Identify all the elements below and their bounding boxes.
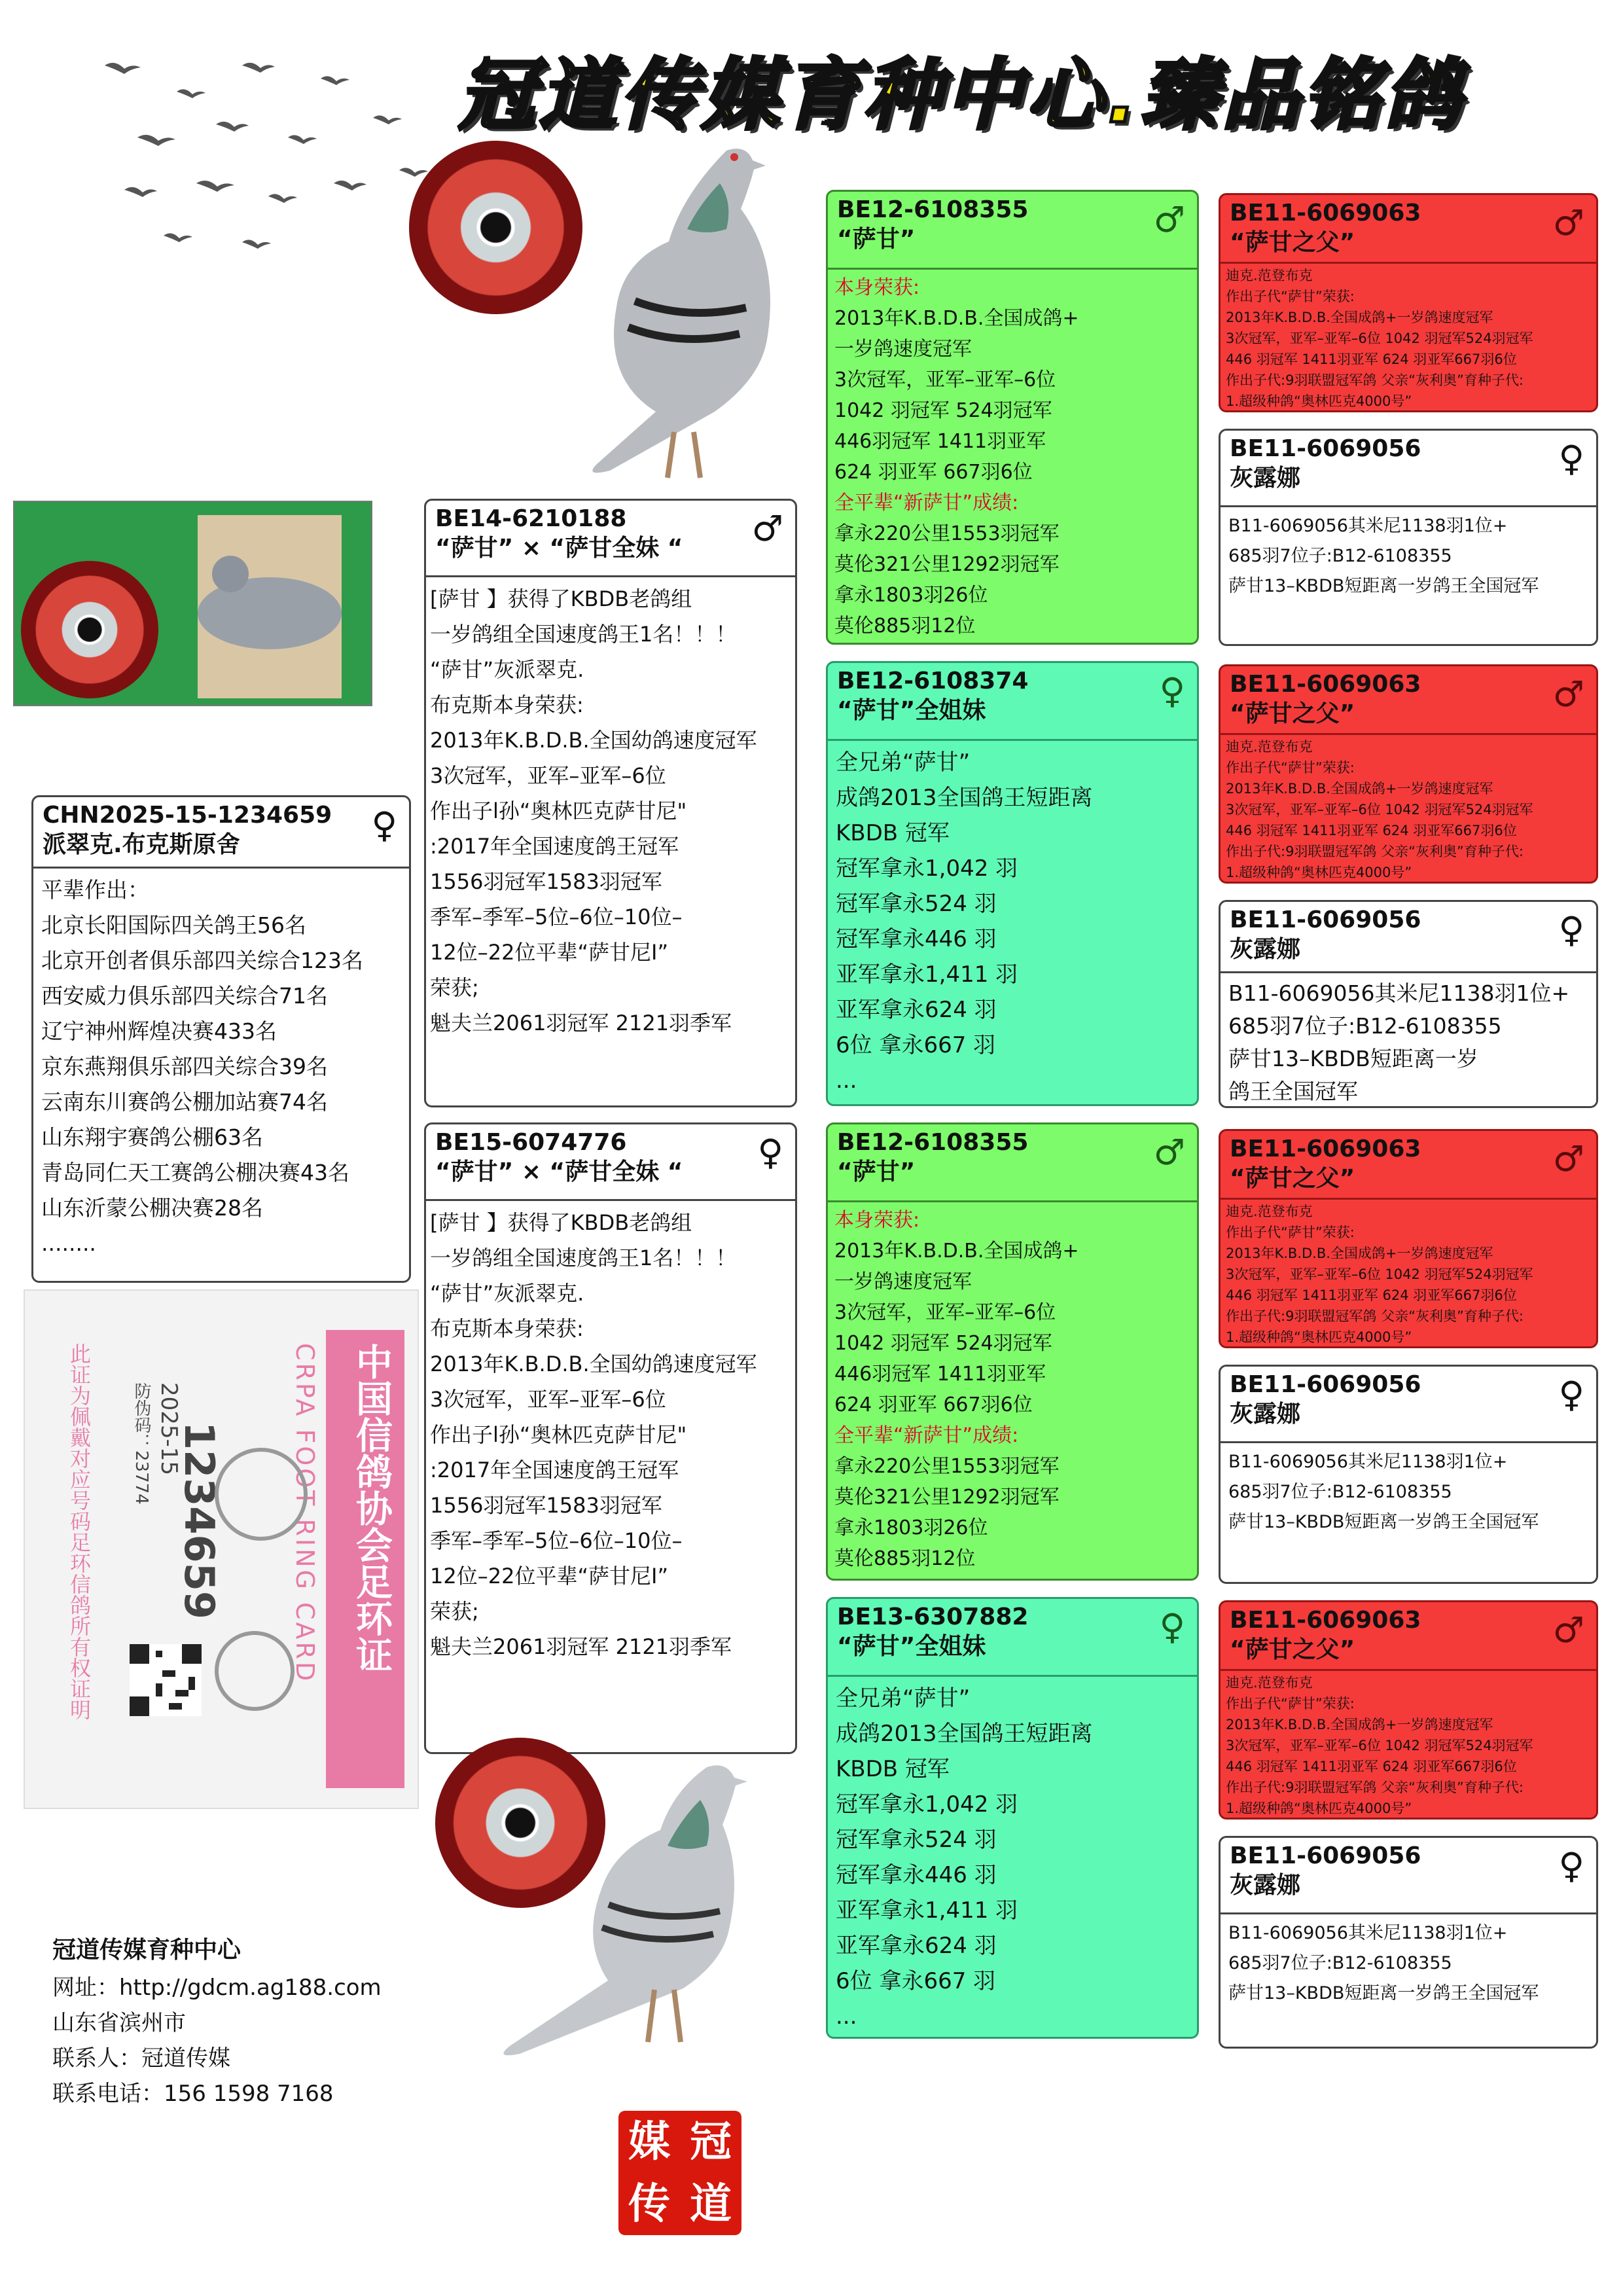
description-text: [萨甘 】获得了KBDB老鸽组 一岁鸽组全国速度鸽王1名！！！ “萨甘”灰派翠克. 布克斯本身荣获: 2013年K.B.D.B.全国幼鸽速度冠军 3次冠军，亚军–亚军–6位 作出子l孙“奥林匹克萨甘尼" :2017年全国速度鸽王冠军 1556羽冠军1583羽冠军 季军–季军–5位–6位–10位– 12位–22位平辈“萨甘尼Ⅰ” 荣获; 魁夫兰2061羽冠军 2121羽季军: [426, 1199, 795, 1668]
description-text: B11-6069056其米尼1138羽1位+ 685羽7位子:B12-6108355 萨甘13–KBDB短距离一岁鸽王全国冠军: [1221, 505, 1596, 605]
pigeon-name: “萨甘之父”: [1230, 229, 1355, 256]
female-icon: ♀: [1159, 670, 1185, 711]
results-text: 平辈作出： 北京长阳国际四关鸽王56名 北京开创者俱乐部四关综合123名 西安威力俱乐部四关综合71名 辽宁神州辉煌决赛433名 京东燕翔俱乐部四关综合39名 云南东川赛鸽公棚加站赛74名 山东翔宇赛鸽公棚63名 青岛同仁天工赛鸽公棚决赛43名 山东沂蒙公棚决赛28名 ........: [33, 867, 409, 1265]
pigeon-name: “萨甘”全姐妹: [837, 1633, 986, 1660]
pigeon-name: “萨甘”: [837, 1158, 916, 1185]
own-results-text: 2013年K.B.D.B.全国成鸽+ 一岁鸽速度冠军 3次冠军，亚军–亚军–6位 1042 羽冠军 524羽冠军 446羽冠军 1411羽亚军 624 羽亚军 667羽6位: [834, 307, 1079, 484]
description-text: 迪克.范登布克 作出子代“萨甘”荣获: 2013年K.B.D.B.全国成鸽+一岁鸽速度冠军 3次冠军，亚军–亚军–6位 1042 羽冠军524羽冠军 446 羽冠军 1411羽亚军 624 羽亚军667羽6位 作出子代:9羽联盟冠军鸽 父亲“灰利奥”育种子代: 1.超级种鸽“奥林匹克4000号”: [1221, 262, 1596, 412]
own-results-label: 本身荣获:: [834, 276, 920, 299]
pigeon-image: [458, 1754, 785, 2068]
description-text: B11-6069056其米尼1138羽1位+ 685羽7位子:B12-6108355 萨甘13–KBDB短距离一岁鸽王全国冠军: [1221, 1441, 1596, 1541]
female-icon: ♀: [1558, 1374, 1584, 1415]
grand-sire-card-2: [1219, 664, 1598, 884]
address-text: 山东省滨州市: [52, 2010, 186, 2036]
ring-id: BE11-6069063: [1230, 1607, 1421, 1634]
ring-id: BE11-6069063: [1230, 1136, 1421, 1162]
crpa-logo-icon: [215, 1448, 308, 1541]
own-results-text: 2013年K.B.D.B.全国成鸽+ 一岁鸽速度冠军 3次冠军，亚军–亚军–6位 1042 羽冠军 524羽冠军 446羽冠军 1411羽亚军 624 羽亚军 667羽6位: [834, 1240, 1079, 1416]
contact-block: [52, 1931, 458, 2111]
grand-dam-card-1: [1219, 429, 1598, 646]
cert-number: 1234659: [175, 1422, 223, 1619]
cert-code: 防伪码：23774: [132, 1382, 151, 1505]
ring-id: BE11-6069056: [1230, 906, 1421, 933]
pigeon-name: “萨甘之父”: [1230, 1636, 1355, 1663]
birds-flock-icon: [98, 52, 438, 262]
ring-id: BE11-6069056: [1230, 1842, 1421, 1869]
grand-dam-card-2: [1219, 900, 1598, 1108]
male-icon: ♂: [1552, 1609, 1584, 1651]
female-icon: ♀: [1159, 1606, 1185, 1647]
peer-results-label: 全平辈“新萨甘”成绩:: [834, 1424, 1019, 1447]
dam-card-1: [826, 661, 1199, 1106]
seal-char: 媒: [628, 2117, 670, 2166]
pigeon-name: 派翠克.布克斯原舍: [43, 831, 240, 858]
ring-id: BE11-6069056: [1230, 435, 1421, 462]
cert-note: 此证为佩戴对应号码足环信鸽所有权证明: [67, 1343, 92, 1720]
pigeon-name: “萨甘” × “萨甘全妹 “: [435, 1158, 683, 1185]
grand-sire-card-1: [1219, 193, 1598, 412]
ring-id: BE11-6069056: [1230, 1371, 1421, 1398]
description-text: [萨甘 】获得了KBDB老鸽组 一岁鸽组全国速度鸽王1名！！！ “萨甘”灰派翠克. 布克斯本身荣获: 2013年K.B.D.B.全国幼鸽速度冠军 3次冠军，亚军–亚军–6位 作出子l孙“奥林匹克萨甘尼" :2017年全国速度鸽王冠军 1556羽冠军1583羽冠军 季军–季军–5位–6位–10位– 12位–22位平辈“萨甘尼Ⅰ” 荣获; 魁夫兰2061羽冠军 2121羽季军: [426, 575, 795, 1045]
contact-person: 联系人：冠道传媒: [52, 2045, 230, 2072]
female-icon: ♀: [757, 1132, 783, 1173]
hand-held-pigeon-image: [178, 515, 361, 698]
description-text: B11-6069056其米尼1138羽1位+ 685羽7位子:B12-6108355 萨甘13–KBDB短距离一岁 鸽王全国冠军: [1221, 971, 1596, 1108]
sire-card-2: [826, 1122, 1199, 1581]
foot-ring-certificate: [24, 1289, 419, 1809]
male-icon: ♂: [751, 508, 783, 549]
pigeon-name: 灰露娜: [1230, 465, 1301, 492]
grand-dam-card-4: [1219, 1836, 1598, 2049]
description-text: 迪克.范登布克 作出子代“萨甘”荣获: 2013年K.B.D.B.全国成鸽+一岁鸽速度冠军 3次冠军，亚军–亚军–6位 1042 羽冠军524羽冠军 446 羽冠军 1411羽亚军 624 羽亚军667羽6位 作出子代:9羽联盟冠军鸽 父亲“灰利奥”育种子代: 1.超级种鸽“奥林匹克4000号”: [1221, 1669, 1596, 1820]
grand-dam-card-3: [1219, 1365, 1598, 1584]
description-text: 全兄弟“萨甘” 成鸽2013全国鸽王短距离 KBDB 冠军 冠军拿永1,042 羽 冠军拿永524 羽 冠军拿永446 羽 亚军拿永1,411 羽 亚军拿永624 羽 6位 拿永667 羽 ...: [828, 739, 1197, 1102]
chn-ring-card: [31, 795, 411, 1283]
pigeon-name: 灰露娜: [1230, 936, 1301, 963]
cert-title: 中国信鸽协会足环证: [350, 1343, 393, 1673]
phone-number: 联系电话：156 1598 7168: [52, 2081, 334, 2107]
red-seal-stamp: [618, 2111, 741, 2235]
pigeon-image: [524, 131, 798, 497]
ring-id: BE13-6307882: [837, 1604, 1029, 1630]
description-text: 迪克.范登布克 作出子代“萨甘”荣获: 2013年K.B.D.B.全国成鸽+一岁鸽速度冠军 3次冠军，亚军–亚军–6位 1042 羽冠军524羽冠军 446 羽冠军 1411羽亚军 624 羽亚军667羽6位 作出子代:9羽联盟冠军鸽 父亲“灰利奥”育种子代: 1.超级种鸽“奥林匹克4000号”: [1221, 733, 1596, 884]
company-name: 冠道传媒育种中心: [52, 1937, 241, 1964]
female-icon: ♀: [1558, 438, 1584, 479]
ring-id: CHN2025-15-1234659: [43, 802, 332, 829]
peer-results-label: 全平辈“新萨甘”成绩:: [834, 492, 1019, 514]
male-icon: ♂: [1153, 1132, 1185, 1173]
pigeon-name: “萨甘之父”: [1230, 700, 1355, 727]
female-icon: ♀: [1558, 1845, 1584, 1886]
cert-ring-year: 2025-15: [156, 1382, 182, 1476]
ring-id: BE12-6108374: [837, 668, 1029, 694]
male-icon: ♂: [1552, 202, 1584, 243]
own-results-label: 本身荣获:: [834, 1209, 920, 1232]
seal-char: 传: [628, 2179, 670, 2229]
crpa-seal-icon: [215, 1631, 294, 1711]
grand-sire-card-4: [1219, 1600, 1598, 1820]
pigeon-eye-image: [21, 561, 158, 698]
description-text: 全兄弟“萨甘” 成鸽2013全国鸽王短距离 KBDB 冠军 冠军拿永1,042 羽 冠军拿永524 羽 冠军拿永446 羽 亚军拿永1,411 羽 亚军拿永624 羽 6位 拿永667 羽 ...: [828, 1675, 1197, 2038]
qr-code-icon: [130, 1644, 202, 1716]
pigeon-name: 灰露娜: [1230, 1872, 1301, 1899]
peer-results-text: 拿永220公里1553羽冠军 莫伦321公里1292羽冠军 拿永1803羽26位 莫伦885羽12位: [834, 522, 1060, 637]
description-text: B11-6069056其米尼1138羽1位+ 685羽7位子:B12-6108355 萨甘13–KBDB短距离一岁鸽王全国冠军: [1221, 1912, 1596, 2013]
ring-id: BE12-6108355: [837, 1129, 1029, 1156]
cert-title-en: CRPA FOOT RING CARD: [291, 1343, 319, 1684]
main-pigeon-card: [424, 499, 797, 1107]
female-icon: ♀: [1558, 909, 1584, 950]
main-pigeon-card-2: [424, 1122, 797, 1754]
ring-id: BE15-6074776: [435, 1129, 627, 1156]
pigeon-name: “萨甘”: [837, 226, 916, 253]
ring-id: BE12-6108355: [837, 196, 1029, 223]
ring-id: BE11-6069063: [1230, 200, 1421, 226]
pigeon-photo-panel: [13, 501, 372, 706]
male-icon: ♂: [1552, 673, 1584, 715]
dam-card-2: [826, 1597, 1199, 2039]
pigeon-name: “萨甘” × “萨甘全妹 “: [435, 535, 683, 562]
pigeon-name: “萨甘”全姐妹: [837, 697, 986, 724]
male-icon: ♂: [1552, 1138, 1584, 1179]
ring-id: BE14-6210188: [435, 505, 627, 532]
grand-sire-card-3: [1219, 1129, 1598, 1348]
page-title: 冠道传媒育种中心.臻品铭鸽: [458, 50, 1465, 140]
ring-id: BE11-6069063: [1230, 671, 1421, 698]
pigeon-name: 灰露娜: [1230, 1401, 1301, 1427]
seal-char: 冠: [690, 2117, 732, 2166]
pigeon-name: “萨甘之父”: [1230, 1165, 1355, 1192]
female-icon: ♀: [371, 804, 397, 846]
sire-card-1: [826, 190, 1199, 645]
male-icon: ♂: [1153, 199, 1185, 240]
website-link[interactable]: 网址：http://gdcm.ag188.com: [52, 1975, 382, 2001]
peer-results-text: 拿永220公里1553羽冠军 莫伦321公里1292羽冠军 拿永1803羽26位 莫伦885羽12位: [834, 1455, 1060, 1570]
seal-char: 道: [690, 2179, 732, 2229]
description-text: 迪克.范登布克 作出子代“萨甘”荣获: 2013年K.B.D.B.全国成鸽+一岁鸽速度冠军 3次冠军，亚军–亚军–6位 1042 羽冠军524羽冠军 446 羽冠军 1411羽亚军 624 羽亚军667羽6位 作出子代:9羽联盟冠军鸽 父亲“灰利奥”育种子代: 1.超级种鸽“奥林匹克4000号”: [1221, 1198, 1596, 1348]
